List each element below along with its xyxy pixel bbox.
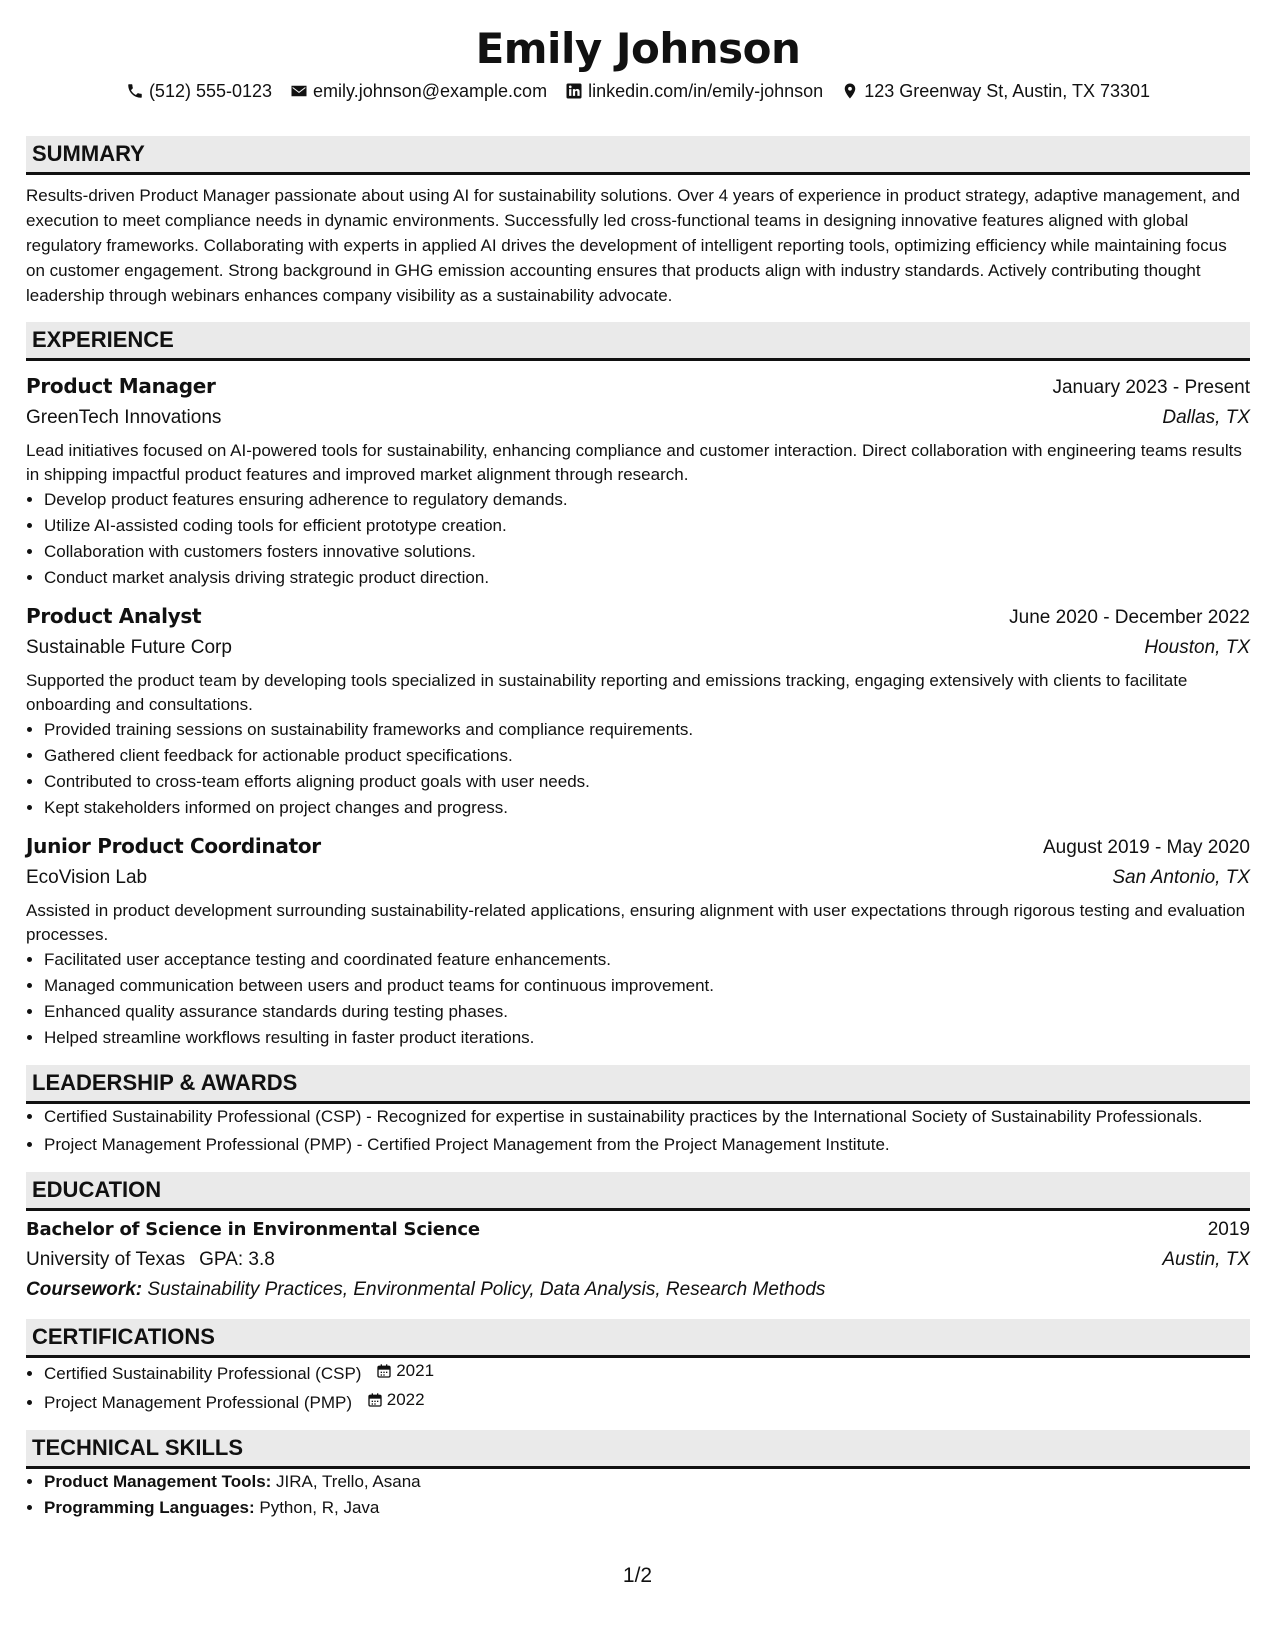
skill-value: Python, R, Java: [259, 1498, 380, 1517]
job-company: GreenTech Innovations: [26, 407, 222, 428]
phone-icon: [126, 82, 144, 100]
job-bullets: [26, 947, 1250, 1051]
list-item: • Enhanced quality assurance standards during testing phases.: [44, 999, 1250, 1025]
education-section: [26, 1172, 1250, 1305]
summary-section: [26, 136, 1250, 308]
skill-label: Programming Languages:: [44, 1498, 255, 1517]
calendar-icon: [376, 1363, 392, 1379]
job-entry: [26, 831, 1250, 1051]
job-entry: [26, 371, 1250, 591]
section-heading: EDUCATION: [26, 1172, 1250, 1211]
list-item: • Provided training sessions on sustainability frameworks and compliance requirements.: [44, 717, 1250, 743]
experience-section: [26, 322, 1250, 1051]
skills-list: [26, 1469, 1250, 1521]
list-item: • Kept stakeholders informed on project changes and progress.: [44, 795, 1250, 821]
cert-date: [367, 1387, 425, 1413]
list-item: • Utilize AI-assisted coding tools for efficient prototype creation.: [44, 513, 1250, 539]
contact-phone: [126, 78, 272, 104]
coursework: [26, 1275, 1250, 1305]
graduation-year: 2019: [1207, 1219, 1250, 1240]
skill-value: JIRA, Trello, Asana: [276, 1472, 421, 1491]
leadership-section: [26, 1065, 1250, 1158]
list-item: [44, 1387, 1250, 1416]
linkedin-url[interactable]: linkedin.com/in/emily-johnson: [588, 81, 824, 101]
job-description: Supported the product team by developing tools specialized in sustainability reporting and emissions tracking, engaging extensively with clients to facilitate onboarding and consultations.: [26, 671, 1188, 714]
cert-year: 2022: [386, 1390, 425, 1409]
awards-list: [26, 1104, 1250, 1158]
job-description: Assisted in product development surrounding sustainability-related applications, ensuring alignment with user expectations through rigorous testing and evaluation processes.: [26, 901, 1246, 944]
list-item: • Collaboration with customers fosters innovative solutions.: [44, 539, 1250, 565]
calendar-icon: [367, 1392, 383, 1408]
candidate-name: Emily Johnson: [475, 24, 801, 73]
list-item: • Project Management Professional (PMP) - Certified Project Management from the Project Management Institute.: [44, 1132, 1250, 1158]
list-item: • Managed communication between users and product teams for continuous improvement.: [44, 973, 1250, 999]
section-heading: EXPERIENCE: [26, 322, 1250, 361]
section-heading: LEADERSHIP & AWARDS: [26, 1065, 1250, 1104]
job-location: Houston, TX: [1144, 637, 1250, 658]
list-item: • Facilitated user acceptance testing and coordinated feature enhancements.: [44, 947, 1250, 973]
list-item: • Contributed to cross-team efforts aligning product goals with user needs.: [44, 769, 1250, 795]
skill-label: Product Management Tools:: [44, 1472, 272, 1491]
job-title: Product Analyst: [26, 604, 202, 628]
list-item: • Develop product features ensuring adherence to regulatory demands.: [44, 487, 1250, 513]
job-dates: January 2023 - Present: [1052, 377, 1250, 398]
contact-linkedin[interactable]: [565, 78, 823, 104]
contact-address: [841, 78, 1150, 104]
linkedin-icon: [565, 82, 583, 100]
list-item: [44, 1495, 1250, 1521]
list-item: • Gathered client feedback for actionable product specifications.: [44, 743, 1250, 769]
envelope-icon: [290, 82, 308, 100]
cert-year: 2021: [396, 1361, 435, 1380]
list-item: • Certified Sustainability Professional (CSP) - Recognized for expertise in sustainability practices by the International Society of Sustainability Professionals.: [44, 1104, 1250, 1130]
skills-section: [26, 1430, 1250, 1521]
list-item: [44, 1358, 1250, 1387]
contact-email[interactable]: [290, 78, 547, 104]
job-bullets: [26, 487, 1250, 591]
contact-bar: [26, 78, 1250, 104]
cert-name: Certified Sustainability Professional (CSP): [44, 1364, 362, 1383]
list-item: • Conduct market analysis driving strategic product direction.: [44, 565, 1250, 591]
school-name: University of Texas: [26, 1249, 186, 1270]
job-dates: June 2020 - December 2022: [1009, 607, 1250, 628]
section-heading: TECHNICAL SKILLS: [26, 1430, 1250, 1469]
street-address: 123 Greenway St, Austin, TX 73301: [864, 81, 1151, 101]
phone-number: (512) 555-0123: [148, 81, 273, 101]
job-description: Lead initiatives focused on AI-powered tools for sustainability, enhancing compliance and customer interaction. Direct collaboration with engineering teams results in shipping impactful product features and improved market alignment through research.: [26, 441, 1242, 484]
section-heading: SUMMARY: [26, 136, 1250, 175]
school-location: Austin, TX: [1162, 1249, 1250, 1270]
resume-page: [26, 0, 1250, 1521]
list-item: • Helped streamline workflows resulting in faster product iterations.: [44, 1025, 1250, 1051]
job-company: EcoVision Lab: [26, 867, 148, 888]
certifications-list: [26, 1358, 1250, 1416]
page-number: 1/2: [622, 1564, 653, 1587]
coursework-list: Sustainability Practices, Environmental Policy, Data Analysis, Research Methods: [147, 1279, 826, 1300]
job-location: Dallas, TX: [1162, 407, 1250, 428]
cert-date: [376, 1358, 434, 1384]
job-location: San Antonio, TX: [1112, 867, 1250, 888]
coursework-label: Coursework:: [26, 1279, 143, 1300]
job-dates: August 2019 - May 2020: [1042, 837, 1250, 858]
section-heading: CERTIFICATIONS: [26, 1319, 1250, 1358]
job-entry: [26, 601, 1250, 821]
school-line: [26, 1245, 275, 1275]
job-title: Product Manager: [26, 374, 216, 398]
job-company: Sustainable Future Corp: [26, 637, 232, 658]
email-address[interactable]: emily.johnson@example.com: [313, 81, 548, 101]
cert-name: Project Management Professional (PMP): [44, 1393, 353, 1412]
summary-text: Results-driven Product Manager passionate about using AI for sustainability solutions. Over 4 years of experience in product strategy, adaptive management, and execution to meet compliance needs in dynamic environments. Successfully led cross-functional teams in designing innovative features aligned with global regulatory frameworks. Collaborating with experts in applied AI drives the development of intelligent reporting tools, optimizing efficiency while maintaining focus on customer engagement. Strong background in GHG emission accounting ensures that products align with industry standards. Actively contributing thought leadership through webinars enhances company visibility as a sustainability advocate.: [26, 186, 1240, 305]
certifications-section: [26, 1319, 1250, 1416]
list-item: [44, 1469, 1250, 1495]
job-bullets: [26, 717, 1250, 821]
gpa: GPA: 3.8: [199, 1249, 275, 1270]
job-title: Junior Product Coordinator: [26, 834, 321, 858]
degree-title: Bachelor of Science in Environmental Science: [26, 1219, 480, 1240]
map-marker-icon: [841, 82, 859, 100]
